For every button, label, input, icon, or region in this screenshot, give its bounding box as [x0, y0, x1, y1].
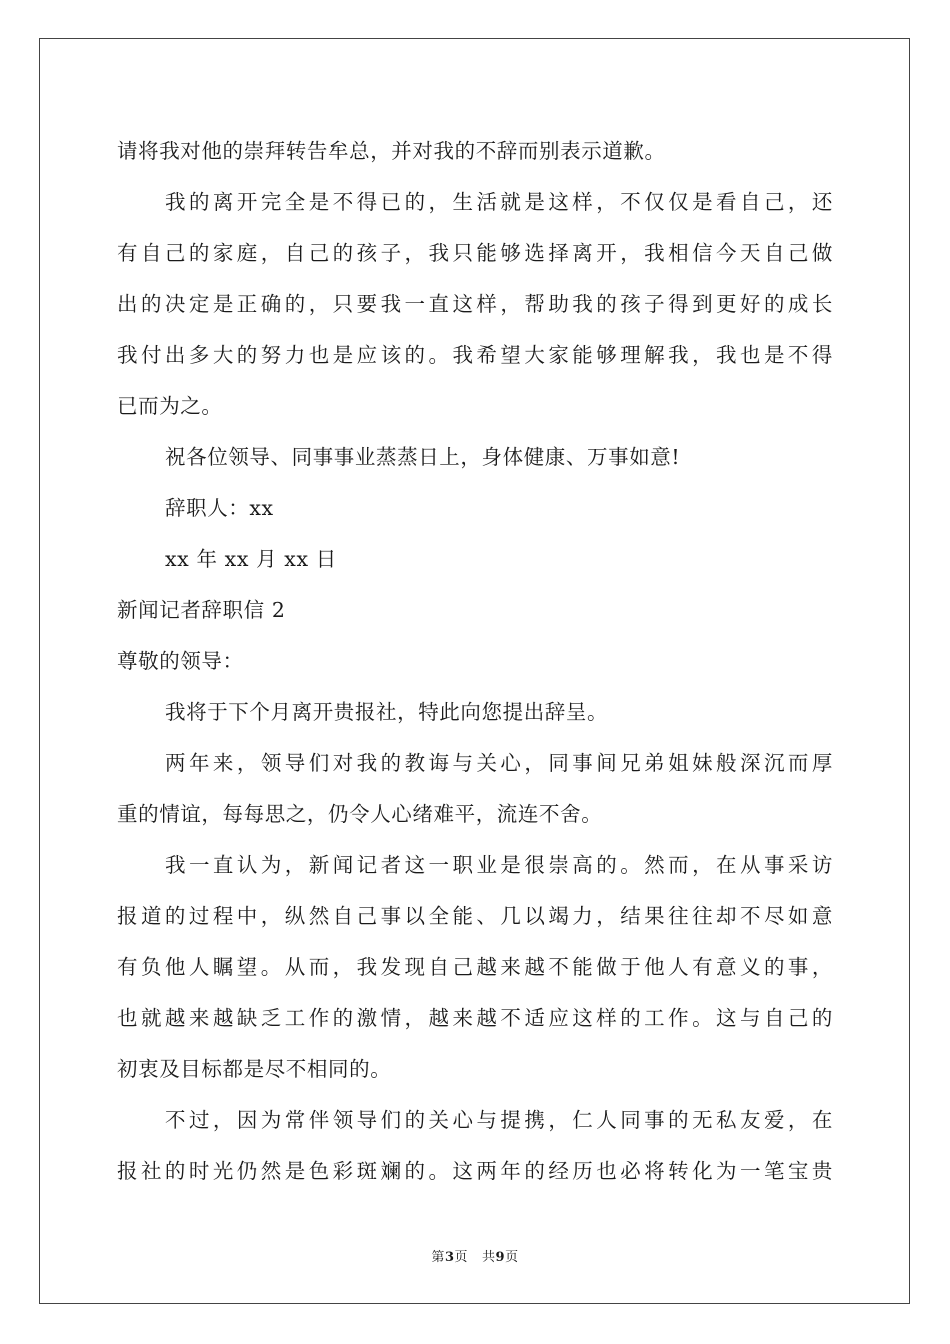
text-line: xx 年 xx 月 xx 日 [165, 547, 337, 571]
footer-total-suffix: 页 [505, 1250, 519, 1265]
document-body [117, 126, 833, 1197]
footer-total-number: 9 [495, 1250, 506, 1265]
text-line: 新闻记者辞职信 2 [117, 598, 286, 622]
text-line: 辞职人：xx [165, 496, 274, 520]
text-line: 已而为之。 [117, 394, 223, 418]
text-line: 我一直认为，新闻记者这一职业是很崇高的。然而，在从事采访 [165, 853, 833, 877]
text-line: 报道的过程中，纵然自己事以全能、几以竭力，结果往往却不尽如意 [117, 904, 833, 928]
footer-total-prefix: 共 [482, 1250, 496, 1265]
text-line: 我付出多大的努力也是应该的。我希望大家能够理解我，我也是不得 [117, 343, 833, 367]
text-line: 请将我对他的崇拜转告牟总，并对我的不辞而别表示道歉。 [117, 139, 666, 163]
text-line: 初衷及目标都是尽不相同的。 [117, 1057, 392, 1081]
text-line: 我将于下个月离开贵报社，特此向您提出辞呈。 [165, 700, 609, 724]
text-line: 两年来，领导们对我的教诲与关心，同事间兄弟姐妹般深沉而厚 [165, 751, 833, 775]
text-line: 祝各位领导、同事事业蒸蒸日上，身体健康、万事如意! [165, 445, 681, 469]
text-line: 我的离开完全是不得已的，生活就是这样，不仅仅是看自己，还 [165, 190, 833, 214]
text-line: 有负他人瞩望。从而，我发现自己越来越不能做于他人有意义的事， [117, 955, 833, 979]
footer-page-number: 3 [444, 1250, 455, 1265]
text-line: 也就越来越缺乏工作的激情，越来越不适应这样的工作。这与自己的 [117, 1006, 833, 1030]
text-line: 尊敬的领导： [117, 649, 244, 673]
text-line: 重的情谊，每每思之，仍令人心绪难平，流连不舍。 [117, 802, 603, 826]
text-line: 出的决定是正确的，只要我一直这样，帮助我的孩子得到更好的成长 [117, 292, 833, 316]
text-line: 不过，因为常伴领导们的关心与提携，仁人同事的无私友爱，在 [165, 1108, 833, 1132]
footer-page-suffix: 页 [454, 1250, 468, 1265]
page-footer [0, 1246, 950, 1265]
text-line: 报社的时光仍然是色彩斑斓的。这两年的经历也必将转化为一笔宝贵 [117, 1159, 833, 1183]
footer-page-prefix: 第 [431, 1250, 445, 1265]
text-line: 有自己的家庭，自己的孩子，我只能够选择离开，我相信今天自己做 [117, 241, 833, 265]
